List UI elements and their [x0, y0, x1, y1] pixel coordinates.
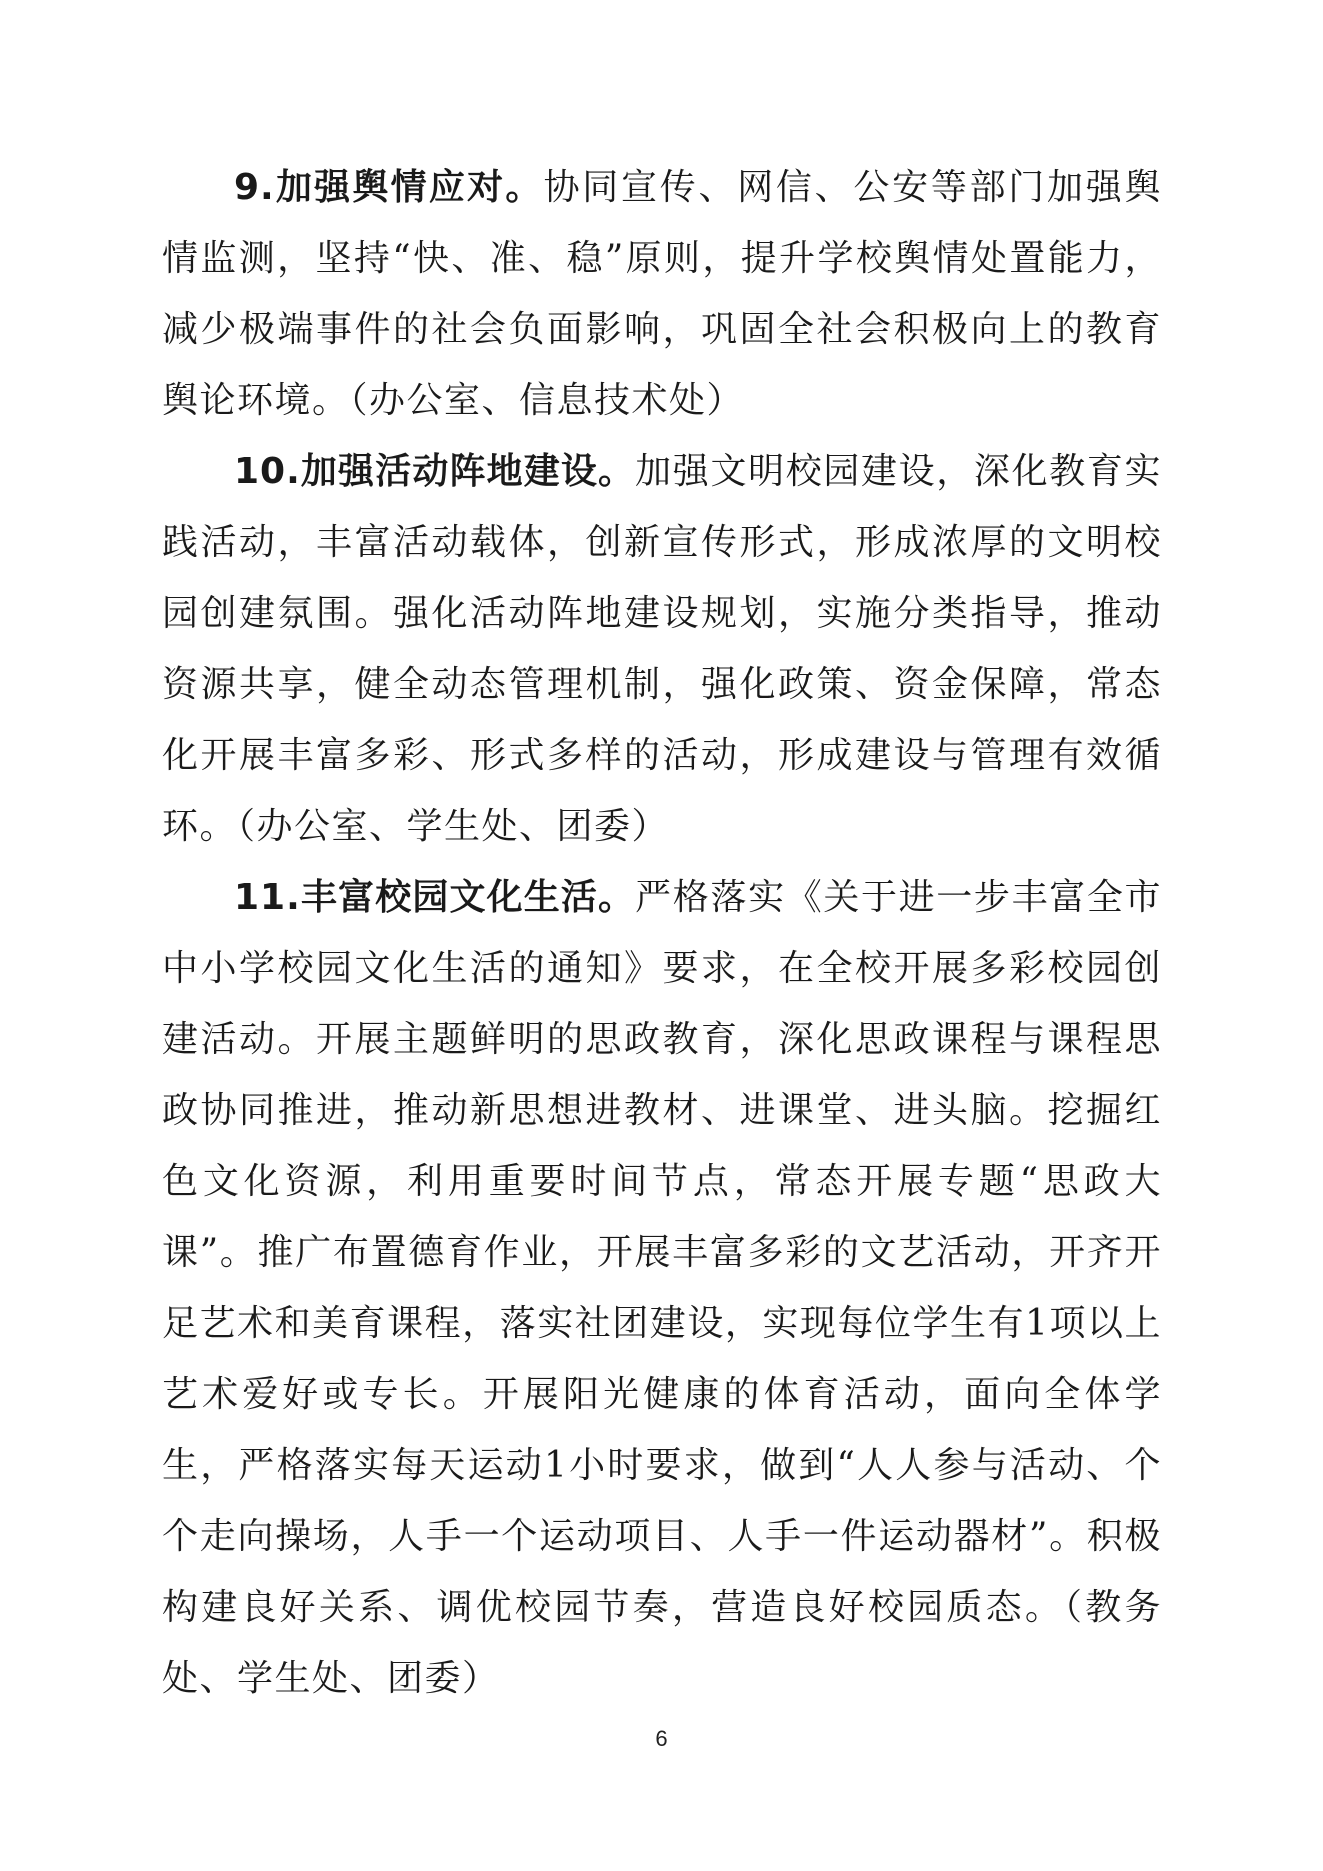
paragraph-10 — [162, 436, 1162, 862]
paragraph-9-heading: 9.加强舆情应对。 — [234, 167, 544, 208]
page-number: 6 — [655, 1726, 668, 1751]
paragraph-9-body: 协同宣传、网信、公安等部门加强舆情监测，坚持“快、准、稳”原则，提升学校舆情处置能力，减少极端事件的社会负面影响，巩固全社会积极向上的教育舆论环境。（办公室、信息技术处） — [162, 167, 1162, 421]
paragraph-10-heading: 10.加强活动阵地建设。 — [234, 451, 636, 492]
paragraph-11 — [162, 862, 1162, 1714]
paragraph-9 — [162, 152, 1162, 436]
paragraph-11-body: 严格落实《关于进一步丰富全市中小学校园文化生活的通知》要求，在全校开展多彩校园创建活动。开展主题鲜明的思政教育，深化思政课程与课程思政协同推进，推动新思想进教材、进课堂、进头脑。挖掘红色文化资源，利用重要时间节点，常态开展专题“思政大课”。推广布置德育作业，开展丰富多彩的文艺活动，开齐开足艺术和美育课程，落实社团建设，实现每位学生有1项以上艺术爱好或专长。开展阳光健康的体育活动，面向全体学生，严格落实每天运动1小时要求，做到“人人参与活动、个个走向操场，人手一个运动项目、人手一件运动器材”。积极构建良好关系、调优校园节奏，营造良好校园质态。（教务处、学生处、团委） — [162, 877, 1162, 1699]
document-body — [162, 152, 1162, 1714]
paragraph-11-heading: 11.丰富校园文化生活。 — [234, 877, 636, 918]
paragraph-10-body: 加强文明校园建设，深化教育实践活动，丰富活动载体，创新宣传形式，形成浓厚的文明校园创建氛围。强化活动阵地建设规划，实施分类指导，推动资源共享，健全动态管理机制，强化政策、资金保障，常态化开展丰富多彩、形式多样的活动，形成建设与管理有效循环。（办公室、学生处、团委） — [162, 451, 1162, 847]
